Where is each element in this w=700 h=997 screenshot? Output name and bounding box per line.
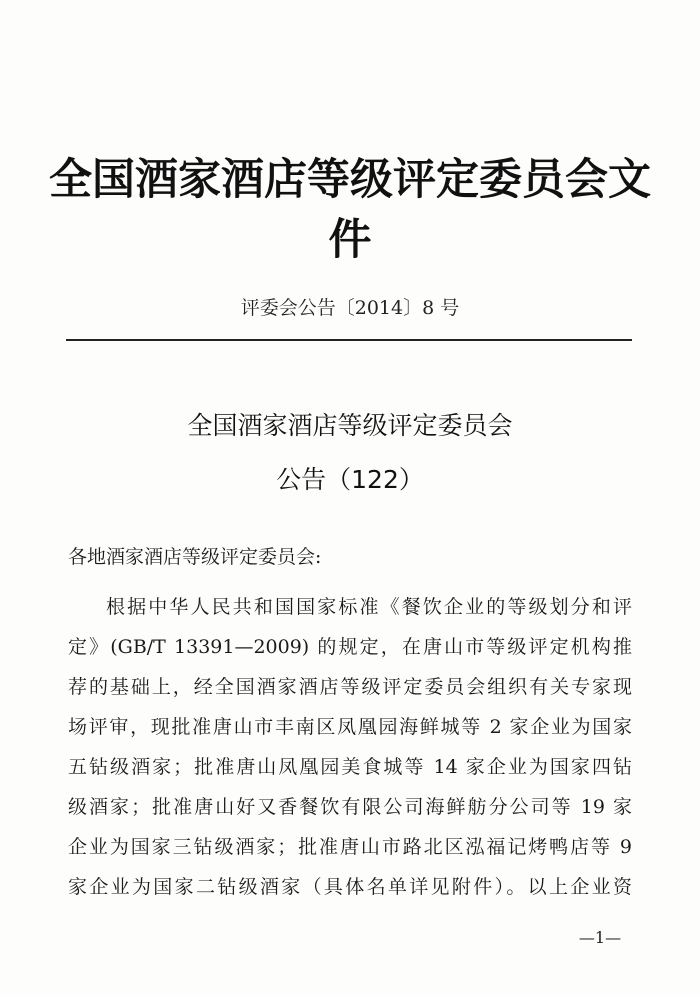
header-divider [66,339,632,341]
body-line: 根据中华人民共和国国家标准《餐饮企业的等级划分和评 [106,596,632,618]
announcement-subtitle: 公告（122） [276,465,424,494]
page-number: —1— [578,928,622,947]
body-line: 场评审，现批准唐山市丰南区凤凰园海鲜城等 2 家企业为国家 [68,716,632,738]
document-number: 评委会公告〔2014〕8 号 [240,297,460,319]
body-line: 五钻级酒家；批准唐山凤凰园美食城等 14 家企业为国家四钻 [68,756,632,778]
body-line: 荐的基础上，经全国酒家酒店等级评定委员会组织有关专家现 [68,676,632,698]
body-line: 级酒家；批准唐山好又香餐饮有限公司海鲜舫分公司等 19 家 [68,796,632,818]
announcement-title: 全国酒家酒店等级评定委员会 [187,411,513,440]
body-line: 家企业为国家二钻级酒家（具体名单详见附件）。以上企业资 [68,876,632,898]
document-header-title: 全国酒家酒店等级评定委员会文件 [49,155,651,265]
body-line: 企业为国家三钻级酒家；批准唐山市路北区泓福记烤鸭店等 9 [68,836,632,858]
body-paragraph [68,587,632,907]
body-line: 定》(GB/T 13391—2009) 的规定，在唐山市等级评定机构推 [68,636,632,658]
salutation: 各地酒家酒店等级评定委员会: [68,546,322,568]
